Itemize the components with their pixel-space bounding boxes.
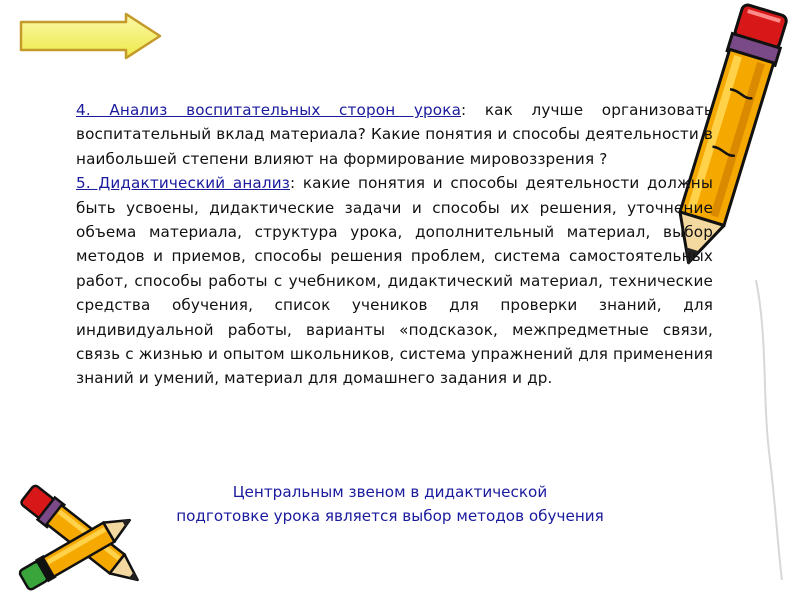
item-4-text: : как лучше организовать воспитательный вклад материала? Какие понятия и способы деятельности в наибольшей степени влияют на формирование мировоззрения ? — [76, 101, 713, 168]
summary-text — [110, 480, 670, 528]
item-5-paragraph — [76, 171, 713, 391]
pencils-icon — [0, 480, 160, 600]
summary-line-1: Центральным звеном в дидактической — [232, 483, 548, 501]
scribble-decoration — [748, 280, 788, 580]
summary-line-2: подготовке урока является выбор методов обучения — [176, 507, 604, 525]
item-5-heading: 5. Дидактический анализ — [76, 174, 290, 193]
next-slide-arrow-icon[interactable] — [18, 12, 164, 60]
item-4-heading: 4. Анализ воспитательных сторон урока — [76, 101, 462, 119]
slide-body — [76, 98, 713, 391]
item-4-paragraph — [76, 98, 713, 171]
item-5-text: : какие понятия и способы деятельности должны быть усвоены, дидактические задачи и способы их решения, уточнение объема материала, структура урока, дополнительный материал, выбор методов и приемов, способы решения проблем, система самостоятельных работ, способы работы с учебником, дидактический материал, технические средства обучения, список учеников для проверки знаний, для индивидуальной работы, варианты «подсказок, межпредметные связи, связь с жизнью и опытом школьников, система упражнений для применения знаний и умений, материал для домашнего задания и др. — [76, 174, 713, 388]
